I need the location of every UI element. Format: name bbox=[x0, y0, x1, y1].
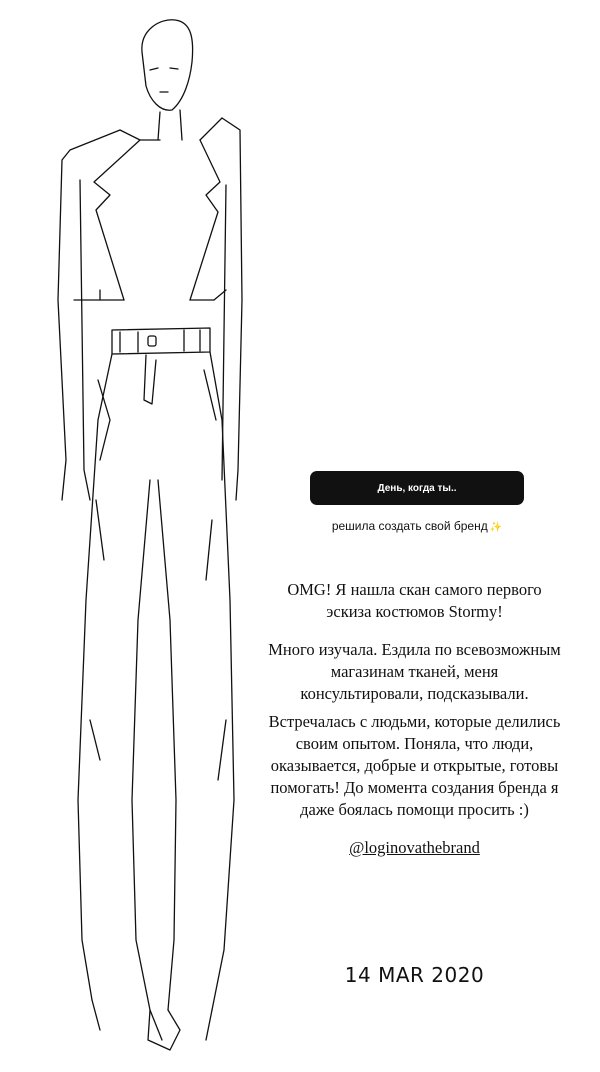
story-line: даже боялась помощи просить :) bbox=[300, 800, 529, 819]
mention-link[interactable]: @loginovathebrand bbox=[349, 838, 480, 857]
story-line: OMG! Я нашла скан самого первого bbox=[287, 580, 542, 599]
question-answer bbox=[300, 519, 534, 533]
story-paragraph-1 bbox=[232, 579, 597, 623]
story-line: консультировали, подсказывали. bbox=[300, 684, 529, 703]
question-sticker[interactable] bbox=[310, 471, 524, 505]
story-line: помогать! До момента создания бренда я bbox=[270, 778, 559, 797]
story-line: эскиза костюмов Stormy! bbox=[326, 602, 503, 621]
story-line: магазинам тканей, меня bbox=[330, 662, 499, 681]
story-line: Много изучала. Ездила по всевозможным bbox=[268, 640, 561, 659]
story-paragraph-3 bbox=[232, 711, 597, 821]
mention-link-wrapper bbox=[232, 838, 597, 858]
answer-text: решила создать свой бренд bbox=[331, 519, 488, 533]
story-line: оказывается, добрые и открытые, готовы bbox=[270, 756, 559, 775]
story-line: Встречалась с людьми, которые делились bbox=[268, 712, 561, 731]
question-text: День, когда ты.. bbox=[377, 482, 457, 494]
story-paragraph-2 bbox=[232, 639, 597, 705]
story-line: своим опытом. Поняла, что люди, bbox=[295, 734, 534, 753]
date-sticker: 14 MAR 2020 bbox=[344, 963, 485, 987]
sparkle-icon: ✨ bbox=[489, 522, 503, 533]
